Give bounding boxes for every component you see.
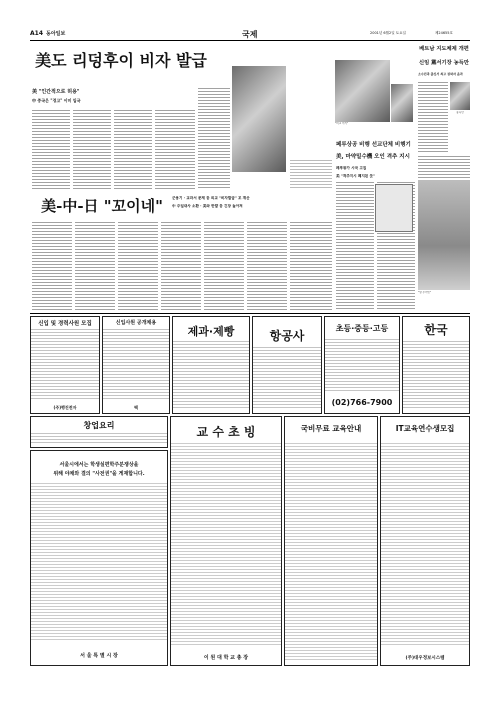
uscj-col7: [290, 222, 332, 310]
ad7-title: 창업요리: [83, 421, 115, 430]
ad7-line2: 위해 야채와 결의 "사전권"을 게재합니다.: [53, 471, 145, 477]
ad-free-education: [284, 416, 378, 666]
ad-it-education: [380, 416, 470, 666]
uscj-col5: [204, 222, 244, 310]
uscj-col3: [118, 222, 158, 310]
ad-bakery: [172, 316, 250, 414]
ad6-title: 한국: [424, 323, 448, 337]
main-article-col5: [198, 88, 230, 188]
peru-subhead-1: 페루왕가 시국 고집: [336, 166, 367, 170]
ad5-phone: (02)766-7900: [331, 398, 393, 407]
peru-headline-1: 페루상공 비행 선교단체 비행기: [336, 142, 411, 148]
ad5-title: 초등·중등·고등: [335, 324, 389, 333]
vietnam-photo-caption: 농득만: [456, 111, 464, 114]
ad1-title: 신입 및 경력사원 모집: [38, 321, 92, 327]
beach-photo: [418, 180, 470, 290]
vietnam-col1: [418, 82, 448, 154]
ad7-line1: 서울시에서는 학생실편학주분쟁상을: [59, 462, 139, 468]
ad8-footer: 이 원 대 학 교 총 장: [203, 655, 249, 661]
ad4-title: 항공사: [269, 329, 305, 343]
main-subheadline: 美 "인간적으로 허용": [32, 89, 80, 95]
header-date: 2001년 6월2일 토요일: [370, 31, 406, 35]
uscj-headline: 美-中-日 "꼬이네": [41, 197, 163, 215]
ad-recruit-2: [102, 316, 170, 414]
page-header: [30, 29, 470, 39]
ad-recruit-1: [30, 316, 100, 414]
page-number: A14: [30, 30, 43, 37]
ad10-footer: (주)대우정보시스템: [405, 656, 445, 661]
ad10-title: IT교육연수생모집: [395, 424, 455, 433]
main-article-col1: [32, 110, 70, 190]
peru-photo: [335, 60, 390, 122]
header-rule: [30, 40, 470, 41]
ad-divider: [30, 313, 470, 314]
peru-photo-caption: [335, 122, 413, 136]
main-article-col3: [114, 110, 152, 190]
uscj-deck-2: 中 주일대사 소환 · 美와 반발 등 긴장 높아져: [172, 204, 243, 208]
peru-caption-text: "비교 이기": [335, 122, 349, 125]
nong-duc-manh-photo: [450, 82, 470, 110]
ad1-company: (주)행진전자: [53, 405, 77, 410]
issue-number: 제24655호: [435, 31, 453, 35]
peru-map: [375, 184, 413, 232]
ad-school: [324, 316, 400, 414]
uscj-col4: [161, 222, 201, 310]
ad-cooking: [30, 416, 168, 448]
ad-korea: [402, 316, 470, 414]
vietnam-byline: 소수민족 출신서 최고 권력자 올라: [418, 72, 463, 76]
lee-teng-hui-photo: [232, 66, 286, 172]
uscj-col1: [32, 222, 72, 310]
ad-professor: [170, 416, 282, 666]
beach-photo-caption: [418, 291, 470, 311]
ad9-title: 국비무료 교육안내: [300, 424, 362, 433]
ad-airline: [252, 316, 322, 414]
peru-subhead-2: 美 "격추지시 폐지된 듯": [336, 174, 375, 178]
uscj-deck-1: 군용기 · 교과서 문제 등 외교 "비자발급" 꼬 계산: [172, 196, 250, 200]
peru-col1: [336, 182, 374, 310]
uscj-col6: [247, 222, 287, 310]
paper-name: 동아일보: [46, 31, 66, 37]
uscj-col2: [75, 222, 115, 310]
ad7-footer: 서 울 특 별 시 장: [80, 653, 118, 659]
ad2-title: 신입사원 공개채용: [115, 320, 157, 326]
ad-seoul-notice: [30, 450, 168, 666]
peru-photo-2: [391, 84, 413, 122]
main-subheadline-2: 中 중국은 "경고" 이미 입국: [32, 98, 81, 103]
vietnam-headline-2: 신임 黨서기장 농득만: [419, 60, 469, 66]
main-headline: 美도 리덩후이 비자 발급: [35, 51, 207, 70]
vietnam-col2: [418, 156, 470, 178]
main-article-col4: [155, 110, 195, 190]
main-article-col2: [73, 110, 111, 190]
ad8-title: 교 수 초 빙: [196, 425, 256, 439]
vietnam-headline-1: 베트남 지도체제 개편: [419, 46, 469, 52]
peru-headline-2: 美, 마약밀수機 오인 격추 지시: [336, 154, 410, 160]
lee-photo-caption: [290, 160, 332, 190]
ad3-title: 제과·제빵: [187, 325, 235, 338]
beach-caption-text: "알 수녀인": [418, 291, 432, 294]
ad2-company: 팩: [134, 405, 138, 410]
section-name: 국제: [242, 30, 258, 39]
